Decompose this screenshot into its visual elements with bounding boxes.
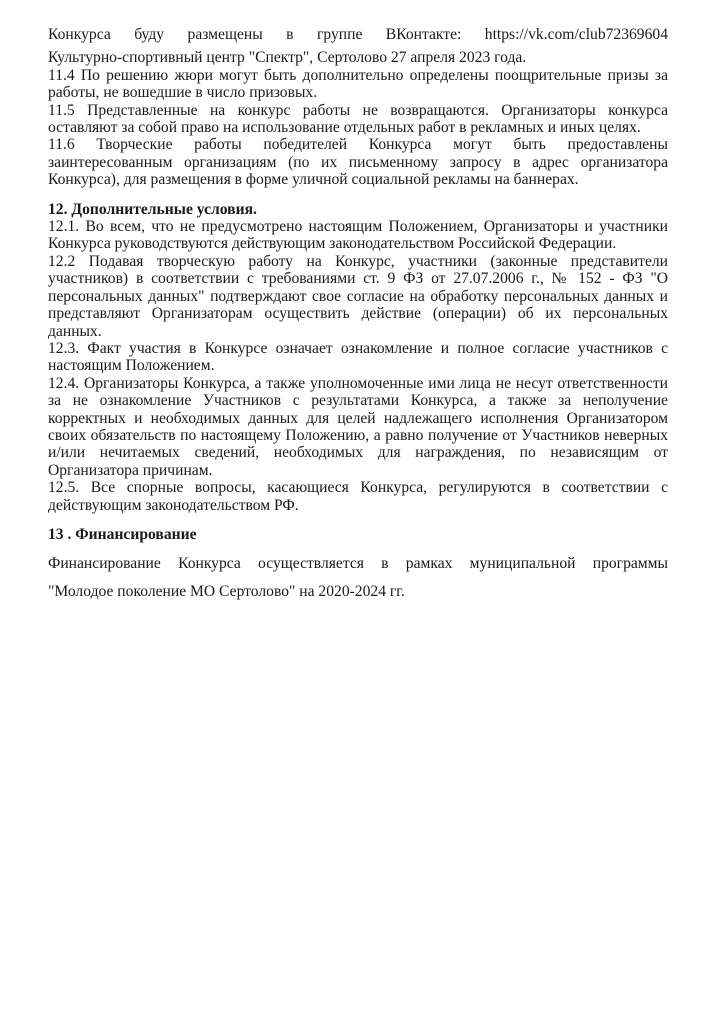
- financing-line-1: Финансирование Конкурса осуществляется в рамках муниципальной программы: [48, 555, 668, 573]
- clause-12-3: 12.3. Факт участия в Конкурсе означает ознакомление и полное согласие участников с настоящим Положением.: [48, 339, 668, 375]
- clause-11-6: 11.6 Творческие работы победителей Конкурса могут быть предоставлены заинтересованным организациям (по их письменному запросу в адрес организатора Конкурса), для размещения в форме уличной социальной рекламы на баннерах.: [48, 136, 668, 189]
- section-13-heading: 13 . Финансирование: [48, 525, 197, 543]
- section-12-heading: 12. Дополнительные условия.: [48, 200, 257, 218]
- section-13: [48, 526, 668, 600]
- clause-11-4: 11.4 По решению жюри могут быть дополнительно определены поощрительные призы за работы, не вошедшие в число призовых.: [48, 66, 668, 102]
- clause-11-5: 11.5 Представленные на конкурс работы не возвращаются. Организаторы конкурса оставляют за собой право на использование отдельных работ в рекламных и иных целях.: [48, 101, 668, 137]
- intro-line-2: Культурно-спортивный центр "Спектр", Сертолово 27 апреля 2023 года.: [48, 49, 527, 67]
- intro-line-1: Конкурса буду размещены в группе ВКонтакте: https://vk.com/club72369604: [48, 26, 668, 43]
- clause-12-4: 12.4. Организаторы Конкурса, а также уполномоченные ими лица не несут ответственности за не ознакомление Участников с результатами Конкурса, а также за неполучение корректных и необходимых данных для целей надлежащего исполнения Организатором своих обязательств по настоящему Положению, а равно получение от Участников неверных и/или нечитаемых сведений, необходимых для награждения, по независящим от Организатора причинам.: [48, 374, 668, 479]
- clause-12-1: 12.1. Во всем, что не предусмотрено настоящим Положением, Организаторы и участники Конкурса руководствуются действующим законодательством Российской Федерации.: [48, 218, 668, 253]
- financing-line-2: "Молодое поколение МО Сертолово" на 2020-2024 гг.: [48, 582, 405, 600]
- section-12: [48, 201, 668, 514]
- spacer: [48, 189, 668, 201]
- document-page: [48, 26, 668, 600]
- section-11: [48, 67, 668, 189]
- clause-12-5: 12.5. Все спорные вопросы, касающиеся Конкурса, регулируются в соответствии с действующим законодательством РФ.: [48, 479, 668, 514]
- clause-12-2: 12.2 Подавая творческую работу на Конкурс, участники (законные представители участников) в соответствии с требованиями ст. 9 ФЗ от 27.07.2006 г., № 152 - ФЗ "О персональных данных" подтверждают свое согласие на обработку персональных данных и представляют Организаторам осуществить действие (операции) об их персональных данных.: [48, 252, 668, 340]
- spacer: [48, 514, 668, 526]
